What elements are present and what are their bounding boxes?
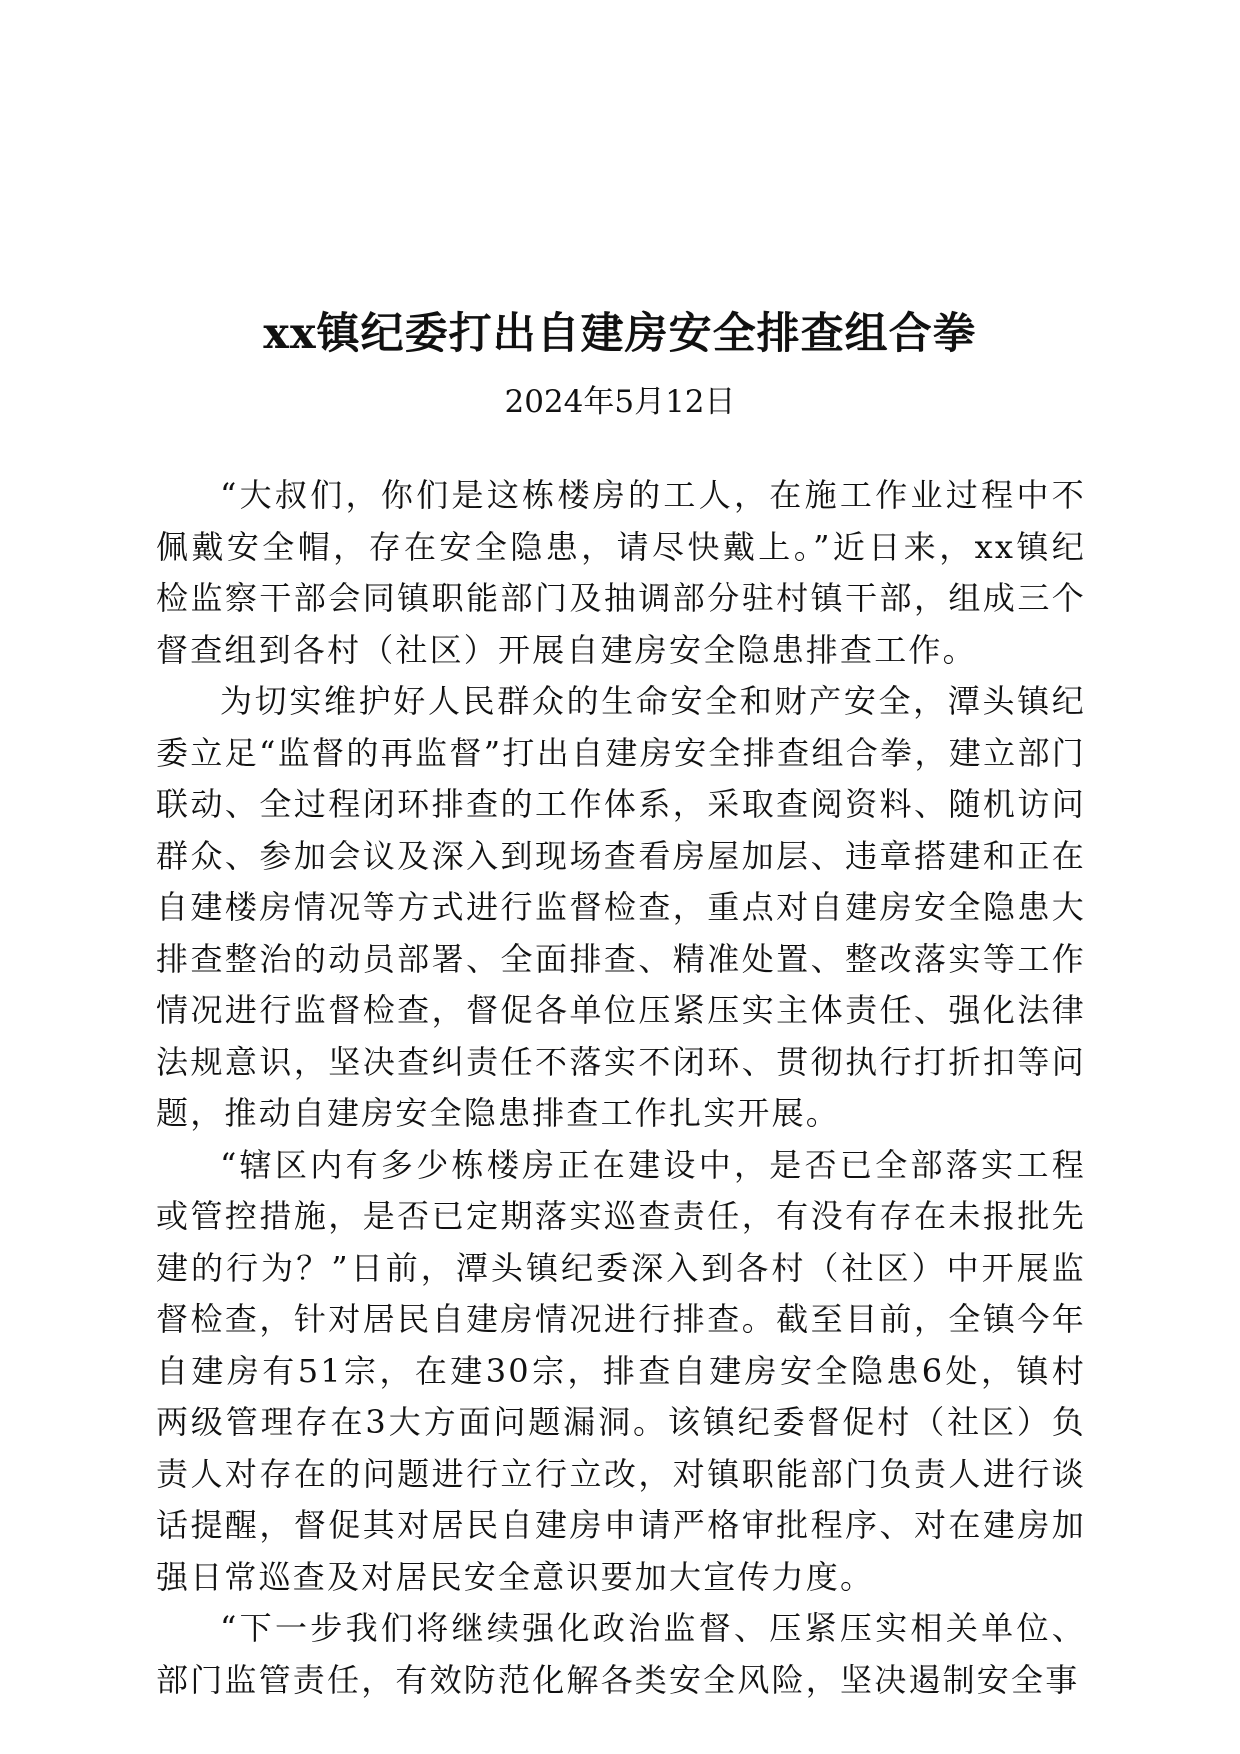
document-date: 2024年5月12日 <box>504 384 736 420</box>
paragraph-3: “辖区内有多少栋楼房正在建设中，是否已全部落实工程或管控措施，是否已定期落实巡查责任，有没有存在未报批先建的行为？”日前，潭头镇纪委深入到各村（社区）中开展监督检查，针对居民自建房情况进行排查。截至目前，全镇今年自建房有51宗，在建30宗，排查自建房安全隐患6处，镇村两级管理存在3大方面问题漏洞。该镇纪委督促村（社区）负责人对存在的问题进行立行立改，对镇职能部门负责人进行谈话提醒，督促其对居民自建房申请严格审批程序、对在建房加强日常巡查及对居民安全意识要加大宣传力度。 <box>156 1145 1086 1596</box>
paragraph-4: “下一步我们将继续强化政治监督、压紧压实相关单位、部门监管责任，有效防范化解各类安全风险，坚决遏制安全事 <box>156 1609 1086 1699</box>
paragraph-1: “大叔们，你们是这栋楼房的工人，在施工作业过程中不佩戴安全帽，存在安全隐患，请尽快戴上。”近日来，xx镇纪检监察干部会同镇职能部门及抽调部分驻村镇干部，组成三个督查组到各村（社区）开展自建房安全隐患排查工作。 <box>156 476 1086 669</box>
paragraph-2: 为切实维护好人民群众的生命安全和财产安全，潭头镇纪委立足“监督的再监督”打出自建房安全排查组合拳，建立部门联动、全过程闭环排查的工作体系，采取查阅资料、随机访问群众、参加会议及深入到现场查看房屋加层、违章搭建和正在自建楼房情况等方式进行监督检查，重点对自建房安全隐患大排查整治的动员部署、全面排查、精准处置、整改落实等工作情况进行监督检查，督促各单位压紧压实主体责任、强化法律法规意识，坚决查纠责任不落实不闭环、贯彻执行打折扣等问题，推动自建房安全隐患排查工作扎实开展。 <box>156 682 1086 1132</box>
document-title: xx镇纪委打出自建房安全排查组合拳 <box>263 309 977 359</box>
document-body <box>156 470 1086 1706</box>
